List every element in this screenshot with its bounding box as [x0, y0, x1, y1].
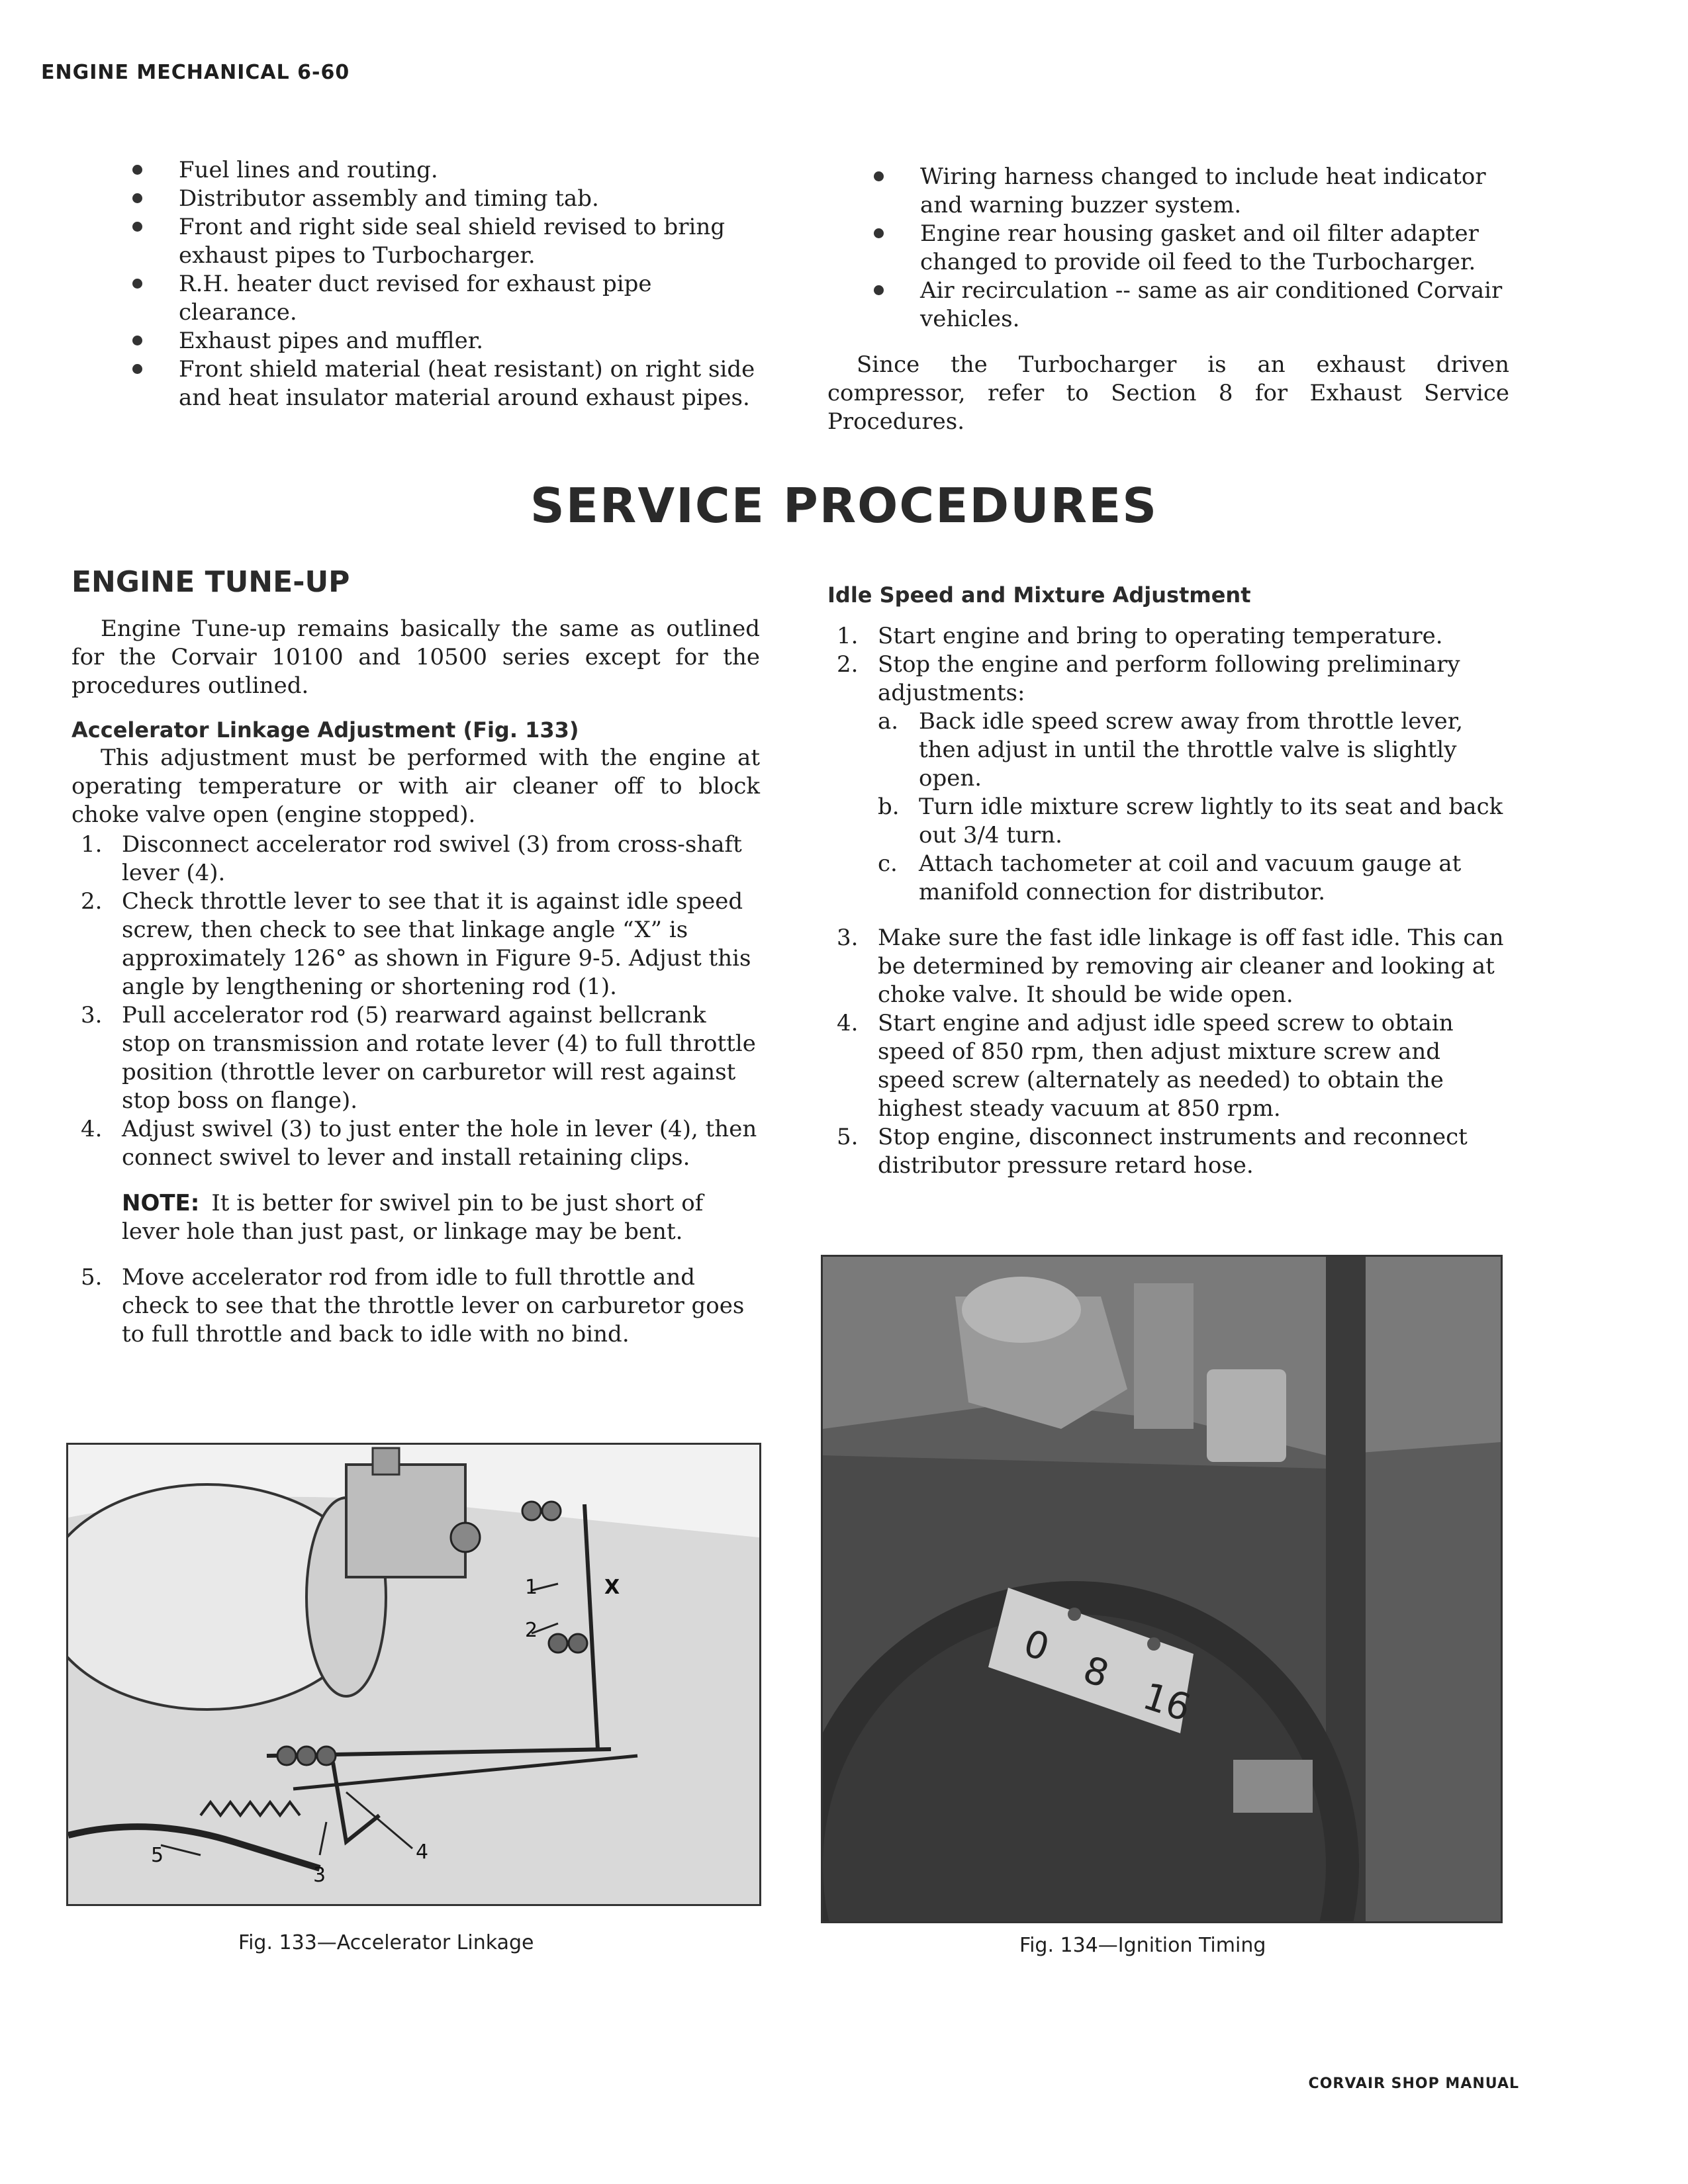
linkage-step-5 [71, 1263, 760, 1349]
linkage-steps [71, 831, 760, 1172]
timing-mark-8: 8 [1078, 1648, 1114, 1697]
timing-mark-0: 0 [1018, 1621, 1055, 1670]
step-text: Make sure the fast idle linkage is off fast idle. This can be determined by removing air cleaner and looking at choke valve. It should be wide open. [878, 925, 1504, 1008]
step-number: 2. [81, 888, 103, 915]
step-number: 3. [81, 1002, 103, 1028]
step-text: Stop engine, disconnect instruments and reconnect distributor pressure retard hose. [878, 1124, 1468, 1179]
step-number: 1. [837, 623, 859, 649]
list-item [71, 831, 760, 887]
list-item [878, 793, 1509, 850]
list-item: R.H. heater duct revised for exhaust pipe clearance. [126, 270, 761, 327]
tuneup-intro: Engine Tune-up remains basically the same as outlined for the Corvair 10100 and 10500 series except for the procedures outlined. [71, 615, 760, 699]
step-number: 5. [837, 1124, 859, 1150]
list-item [878, 850, 1509, 907]
list-item: Engine rear housing gasket and oil filter adapter changed to provide oil feed to the Turbocharger. [867, 220, 1509, 277]
change-list-left [126, 156, 761, 412]
item-text: Attach tachometer at coil and vacuum gauge at manifold connection for distributor. [919, 850, 1462, 905]
item-letter: a. [878, 708, 899, 735]
list-item [878, 707, 1509, 793]
step-text: Stop the engine and perform following preliminary adjustments: [878, 651, 1460, 706]
timing-photo [823, 1257, 1501, 1921]
idle-section [827, 582, 1509, 1180]
callout-5: 5 [151, 1844, 164, 1867]
step-text: Disconnect accelerator rod swivel (3) from cross-shaft lever (4). [122, 831, 742, 886]
list-item [71, 1001, 760, 1115]
list-item [71, 1115, 760, 1172]
list-item [827, 1123, 1509, 1180]
step-number: 4. [81, 1116, 103, 1142]
step-number: 3. [837, 925, 859, 951]
list-item: Wiring harness changed to include heat indicator and warning buzzer system. [867, 163, 1509, 220]
item-text: Back idle speed screw away from throttle lever, then adjust in until the throttle valve is slightly open. [919, 708, 1464, 792]
callout-1: 1 [525, 1576, 538, 1599]
turbo-note-paragraph: Since the Turbocharger is an exhaust driven compressor, refer to Section 8 for Exhaust Service Procedures. [827, 351, 1509, 435]
linkage-heading: Accelerator Linkage Adjustment (Fig. 133) [71, 717, 579, 743]
callout-x: X [604, 1576, 620, 1599]
change-list-right [867, 163, 1509, 334]
list-item [827, 651, 1509, 907]
idle-steps-rest [827, 924, 1509, 1180]
step-text: Pull accelerator rod (5) rearward against bellcrank stop on transmission and rotate lever (4) to full throttle position (throttle lever on carburetor will rest against stop boss on flange). [122, 1002, 756, 1114]
preliminary-adjustments [878, 707, 1509, 907]
callout-4: 4 [416, 1841, 429, 1864]
list-item: Front shield material (heat resistant) on right side and heat insulator material around exhaust pipes. [126, 355, 761, 412]
figure-133-accelerator-linkage [66, 1443, 761, 1906]
step-text: Check throttle lever to see that it is against idle speed screw, then check to see that linkage angle “X” is approximately 126° as shown in Figure 9-5. Adjust this angle by lengthening or shortening rod (1). [122, 888, 751, 1000]
main-heading: SERVICE PROCEDURES [530, 478, 1158, 533]
list-item: Air recirculation -- same as air conditioned Corvair vehicles. [867, 277, 1509, 334]
idle-heading: Idle Speed and Mixture Adjustment [827, 582, 1251, 608]
timing-mark-16: 16 [1137, 1674, 1196, 1731]
figure-134-caption: Fig. 134—Ignition Timing [1019, 1934, 1266, 1957]
figure-134-ignition-timing [821, 1255, 1503, 1923]
figure-133-caption: Fig. 133—Accelerator Linkage [238, 1931, 534, 1954]
step-number: 4. [837, 1010, 859, 1036]
item-letter: b. [878, 794, 900, 820]
step-text: Start engine and adjust idle speed screw to obtain speed of 850 rpm, then adjust mixture screw and speed screw (alternately as needed) to obtain the highest steady vacuum at 850 rpm. [878, 1010, 1454, 1122]
list-item [827, 924, 1509, 1009]
tuneup-heading: ENGINE TUNE-UP [71, 565, 350, 599]
linkage-illustration [68, 1445, 759, 1904]
step-text: Start engine and bring to operating temperature. [878, 623, 1443, 649]
step-text: Move accelerator rod from idle to full throttle and check to see that the throttle lever on carburetor goes to full throttle and back to idle with no bind. [122, 1264, 745, 1347]
list-item [827, 1009, 1509, 1123]
callout-2: 2 [525, 1619, 538, 1642]
page-header: ENGINE MECHANICAL 6-60 [41, 61, 350, 84]
note-block [122, 1189, 704, 1246]
note-text: It is better for swivel pin to be just short of lever hole than just past, or linkage may be bent. [122, 1190, 704, 1245]
step-number: 1. [81, 831, 103, 858]
top-right-column [867, 163, 1509, 334]
linkage-intro: This adjustment must be performed with the engine at operating temperature or with air cleaner off to block choke valve open (engine stopped). [71, 745, 760, 828]
list-item: Distributor assembly and timing tab. [126, 185, 761, 213]
step-number: 2. [837, 651, 859, 678]
note-label: NOTE: [122, 1190, 200, 1216]
list-item [71, 887, 760, 1001]
step-number: 5. [81, 1264, 103, 1291]
callout-3: 3 [313, 1864, 326, 1887]
idle-steps-start [827, 622, 1509, 907]
step-text: Adjust swivel (3) to just enter the hole in lever (4), then connect swivel to lever and install retaining clips. [122, 1116, 757, 1171]
list-item: Front and right side seal shield revised to bring exhaust pipes to Turbocharger. [126, 213, 761, 270]
item-text: Turn idle mixture screw lightly to its seat and back out 3/4 turn. [919, 794, 1503, 848]
tuneup-section [71, 565, 760, 1349]
top-left-column [126, 156, 761, 412]
page-footer: CORVAIR SHOP MANUAL [1308, 2075, 1519, 2092]
item-letter: c. [878, 850, 898, 877]
list-item: Exhaust pipes and muffler. [126, 327, 761, 355]
list-item: Fuel lines and routing. [126, 156, 761, 185]
list-item [827, 622, 1509, 651]
list-item [71, 1263, 760, 1349]
